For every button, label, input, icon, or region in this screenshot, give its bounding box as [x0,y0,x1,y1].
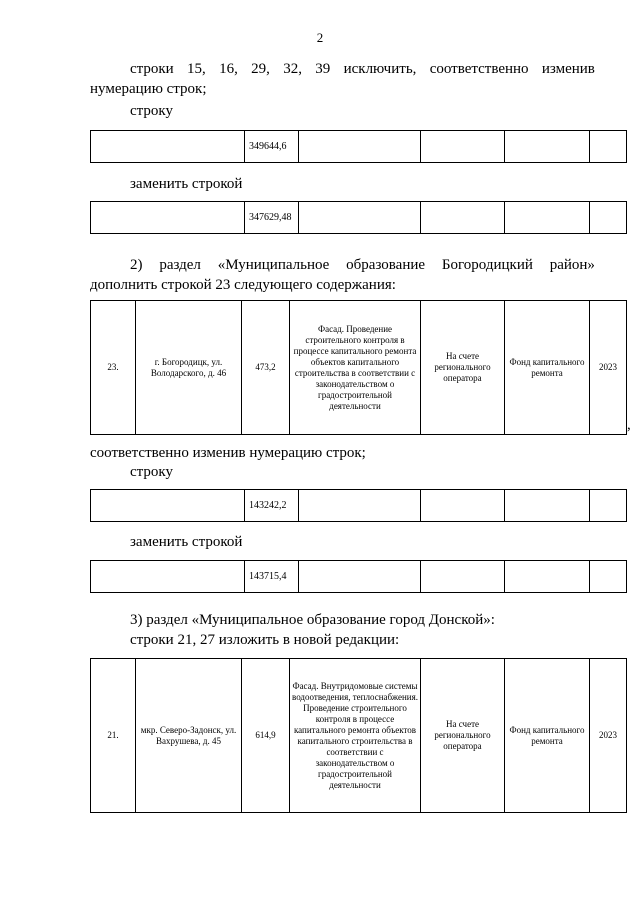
empty-cell [299,202,421,234]
row-account: На счете регионального оператора [421,659,505,813]
exclude-rows-word: исключить, [343,61,417,77]
empty-cell [590,131,627,163]
empty-cell [590,490,627,522]
section-bogoroditsk-word: раздел [159,257,201,273]
exclude-rows-word: 16, [219,61,238,77]
row-fund: Фонд капитального ремонта [505,659,590,813]
sum-value: 347629,48 [245,202,299,234]
row-number: 23. [91,301,136,435]
section-bogoroditsk-word: образование [346,257,426,273]
row-number: 21. [91,659,136,813]
empty-cell [590,202,627,234]
empty-cell [91,202,245,234]
exclude-rows-word: 15, [187,61,206,77]
sum-row-table-old-1 [90,130,627,163]
exclude-rows-word: изменив [541,61,595,77]
empty-cell [421,202,505,234]
exclude-rows-word: строки [130,61,174,77]
empty-cell [299,561,421,593]
empty-cell [421,490,505,522]
row-fund: Фонд капитального ремонта [505,301,590,435]
new-edition-line: строки 21, 27 изложить в новой редакции: [130,632,400,648]
empty-cell [421,131,505,163]
empty-cell [299,131,421,163]
section-bogoroditsk-word: 2) [130,257,143,273]
row-label-2: строку [130,464,173,480]
row-address: мкр. Северо-Задонск, ул. Вахрушева, д. 45 [136,659,242,813]
exclude-rows-word: 32, [283,61,302,77]
renumber-line: нумерацию строк; [90,81,207,97]
section-donskoy-line: 3) раздел «Муниципальное образование город Донской»: [130,612,495,628]
section-bogoroditsk-line [130,256,595,275]
row-year: 2023 [590,659,627,813]
empty-cell [505,131,590,163]
empty-cell [91,561,245,593]
page-number: 2 [316,30,324,45]
row-23-table [90,300,627,435]
row-area: 614,9 [242,659,290,813]
section-bogoroditsk-word: Богородицкий [441,257,533,273]
replace-label: заменить строкой [130,176,243,192]
row-work-type: Фасад. Проведение строительного контроля в процессе капитального ремонта объектов капитального строительства в соответствии с законодательством о градостроительной деятельности [290,301,421,435]
section-bogoroditsk-word: «Муниципальное [217,257,330,273]
exclude-rows-word: 39 [315,61,331,77]
row-label: строку [130,103,173,119]
trailing-comma: , [627,417,631,433]
empty-cell [590,561,627,593]
sum-value: 349644,6 [245,131,299,163]
exclude-rows-line [130,60,595,79]
row-21-table [90,658,627,813]
empty-cell [91,490,245,522]
replace-label-2: заменить строкой [130,534,243,550]
row-area: 473,2 [242,301,290,435]
exclude-rows-word: соответственно [429,61,529,77]
exclude-rows-word: 29, [251,61,270,77]
empty-cell [299,490,421,522]
sum-value: 143715,4 [245,561,299,593]
row-work-type: Фасад. Внутридомовые системы водоотведения, теплоснабжения. Проведение строительного контроля в процессе капитального ремонта объектов капитального строительства в соответствии с законодательством о градостроительной деятельности [290,659,421,813]
empty-cell [505,561,590,593]
sum-value: 143242,2 [245,490,299,522]
empty-cell [505,202,590,234]
add-row-line: дополнить строкой 23 следующего содержания: [90,277,396,293]
sum-row-table-new-1 [90,201,627,234]
row-address: г. Богородицк, ул. Володарского, д. 46 [136,301,242,435]
sum-row-table-old-2 [90,489,627,522]
section-bogoroditsk-word: район» [549,257,595,273]
renumber-line-2: соответственно изменив нумерацию строк; [90,445,366,461]
empty-cell [91,131,245,163]
empty-cell [505,490,590,522]
empty-cell [421,561,505,593]
sum-row-table-new-2 [90,560,627,593]
row-account: На счете регионального оператора [421,301,505,435]
row-year: 2023 [590,301,627,435]
